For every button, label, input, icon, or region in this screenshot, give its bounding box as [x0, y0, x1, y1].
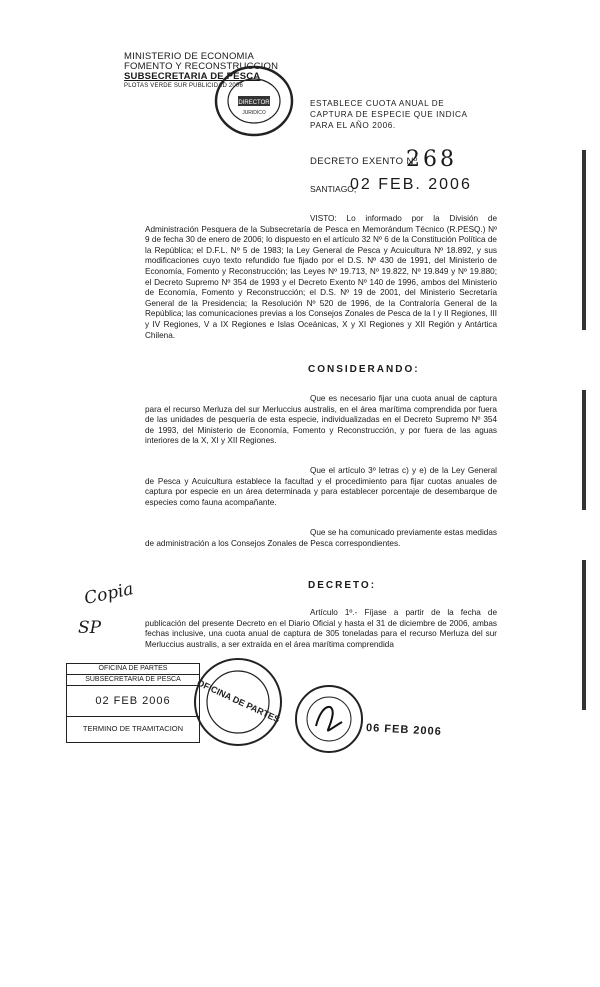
stamp-line-1: OFICINA DE PARTES: [67, 664, 199, 675]
handwritten-sp: SP: [78, 618, 102, 638]
scan-edge-mark: [582, 390, 586, 510]
considerando-p2: Que el artículo 3º letras c) y e) de la Ley General de Pesca y Acuicultura establece la facultad y el procedimiento para fijar cuotas anuales de captura por especie en un área determinada y para establecer porcentaje de desembarque de especies como fauna acompañante.: [145, 466, 497, 507]
svg-text:DIRECTOR: DIRECTOR: [238, 100, 270, 106]
seal-text: OFICINA DE PARTES: [195, 677, 282, 725]
signature-seal: [292, 682, 366, 756]
decreto-heading: DECRETO:: [308, 580, 377, 591]
considerando-heading: CONSIDERANDO:: [308, 364, 420, 375]
articulo-1: Artículo 1º.- Fíjase a partir de la fecha de publicación del presente Decreto en el Diario Oficial y hasta el 31 de diciembre de 2006, ambas fechas inclusive, una cuota anual de captura de 305 toneladas para el recurso Merluza del sur Merluccius australis, a ser extraída en el área marítima comprendida: [145, 608, 497, 649]
considerando-p1: Que es necesario fijar una cuota anual de captura para el recurso Merluza del sur Merluccius australis, en el área marítima comprendida por fuera de las unidades de pesquería de esta especie, individualizadas en el Decreto Supremo Nº 354 de 1993, del Ministerio de Economía, Fomento y Reconstrucción, y por fuera de las aguas interiores de la X, XI y XII Regiones.: [145, 394, 497, 446]
fecha-city: SANTIAGO,: [310, 184, 357, 194]
stamp-line-2: SUBSECRETARIA DE PESCA: [67, 675, 199, 686]
stamp-date: 02 FEB 2006: [67, 686, 199, 717]
subsecretaria-note: PLOTAS VERDE SUR PUBLICIDAD 2006: [124, 83, 243, 89]
decreto-label: DECRETO EXENTO Nº: [310, 156, 418, 167]
visto-text: Lo informado por la División de Administración Pesquera de la Subsecretaría de Pesca en Memorándum Técnico (R.PESQ.) Nº 9 de fecha 30 de enero de 2006; lo dispuesto en el artículo 32 Nº 6 de la Constitución Política de la República; el D.F.L. Nº 5 de 1983; la Ley General de Pesca y Acuicultura Nº 18.892, y sus modificaciones cuyo texto refundido fue fijado por el D.S. Nº 430 de 1991, del Ministerio de Economía, Fomento y Reconstrucción; las Leyes Nº 19.713, Nº 19.822, Nº 19.849 y Nº 19.880; el Decreto Supremo Nº 354 de 1993 y el Decreto Exento Nº 140 de 1996, ambos del Ministerio de Economía, Fomento y Reconstrucción; el D.S. Nº 19 de 2001, del Ministerio Secretaría General de la Presidencia; la Resolución Nº 520 de 1996, de la Contraloría General de la República; las comunicaciones previas a los Consejos Zonales de Pesca de la I y II Regiones, III y IV Regiones, V a IX Regiones e Islas Oceánicas, X y XI Regiones y XII Región y Antártica Chilena.: [145, 214, 497, 340]
stamp-footer: TERMINO DE TRAMITACION: [82, 724, 184, 733]
document-title: ESTABLECE CUOTA ANUAL DE CAPTURA DE ESPECIE QUE INDICA PARA EL AÑO 2006.: [310, 99, 468, 130]
decreto-number: 268: [406, 147, 457, 172]
ministry-name-2: FOMENTO Y RECONSTRUCCION: [124, 61, 279, 72]
considerando-p3: Que se ha comunicado previamente estas medidas de administración a los Consejos Zonales de Pesca correspondientes.: [145, 528, 497, 548]
oficina-partes-stamp: [66, 663, 200, 743]
scan-edge-mark: [582, 560, 586, 710]
visto-lead: VISTO:: [310, 214, 337, 223]
seal-stamp-top: [212, 62, 296, 140]
handwritten-copia: Copia: [82, 579, 136, 609]
svg-text:JURIDICO: JURIDICO: [242, 110, 266, 116]
subsecretaria-name: SUBSECRETARIA DE PESCA: [124, 71, 261, 82]
scan-edge-mark: [582, 150, 586, 330]
ministry-name: MINISTERIO DE ECONOMIA: [124, 51, 255, 62]
fecha-date: 02 FEB. 2006: [350, 176, 472, 193]
received-date-stamp: 06 FEB 2006: [365, 722, 443, 738]
oficina-partes-seal: [192, 656, 284, 748]
visto-paragraph: [145, 214, 497, 341]
